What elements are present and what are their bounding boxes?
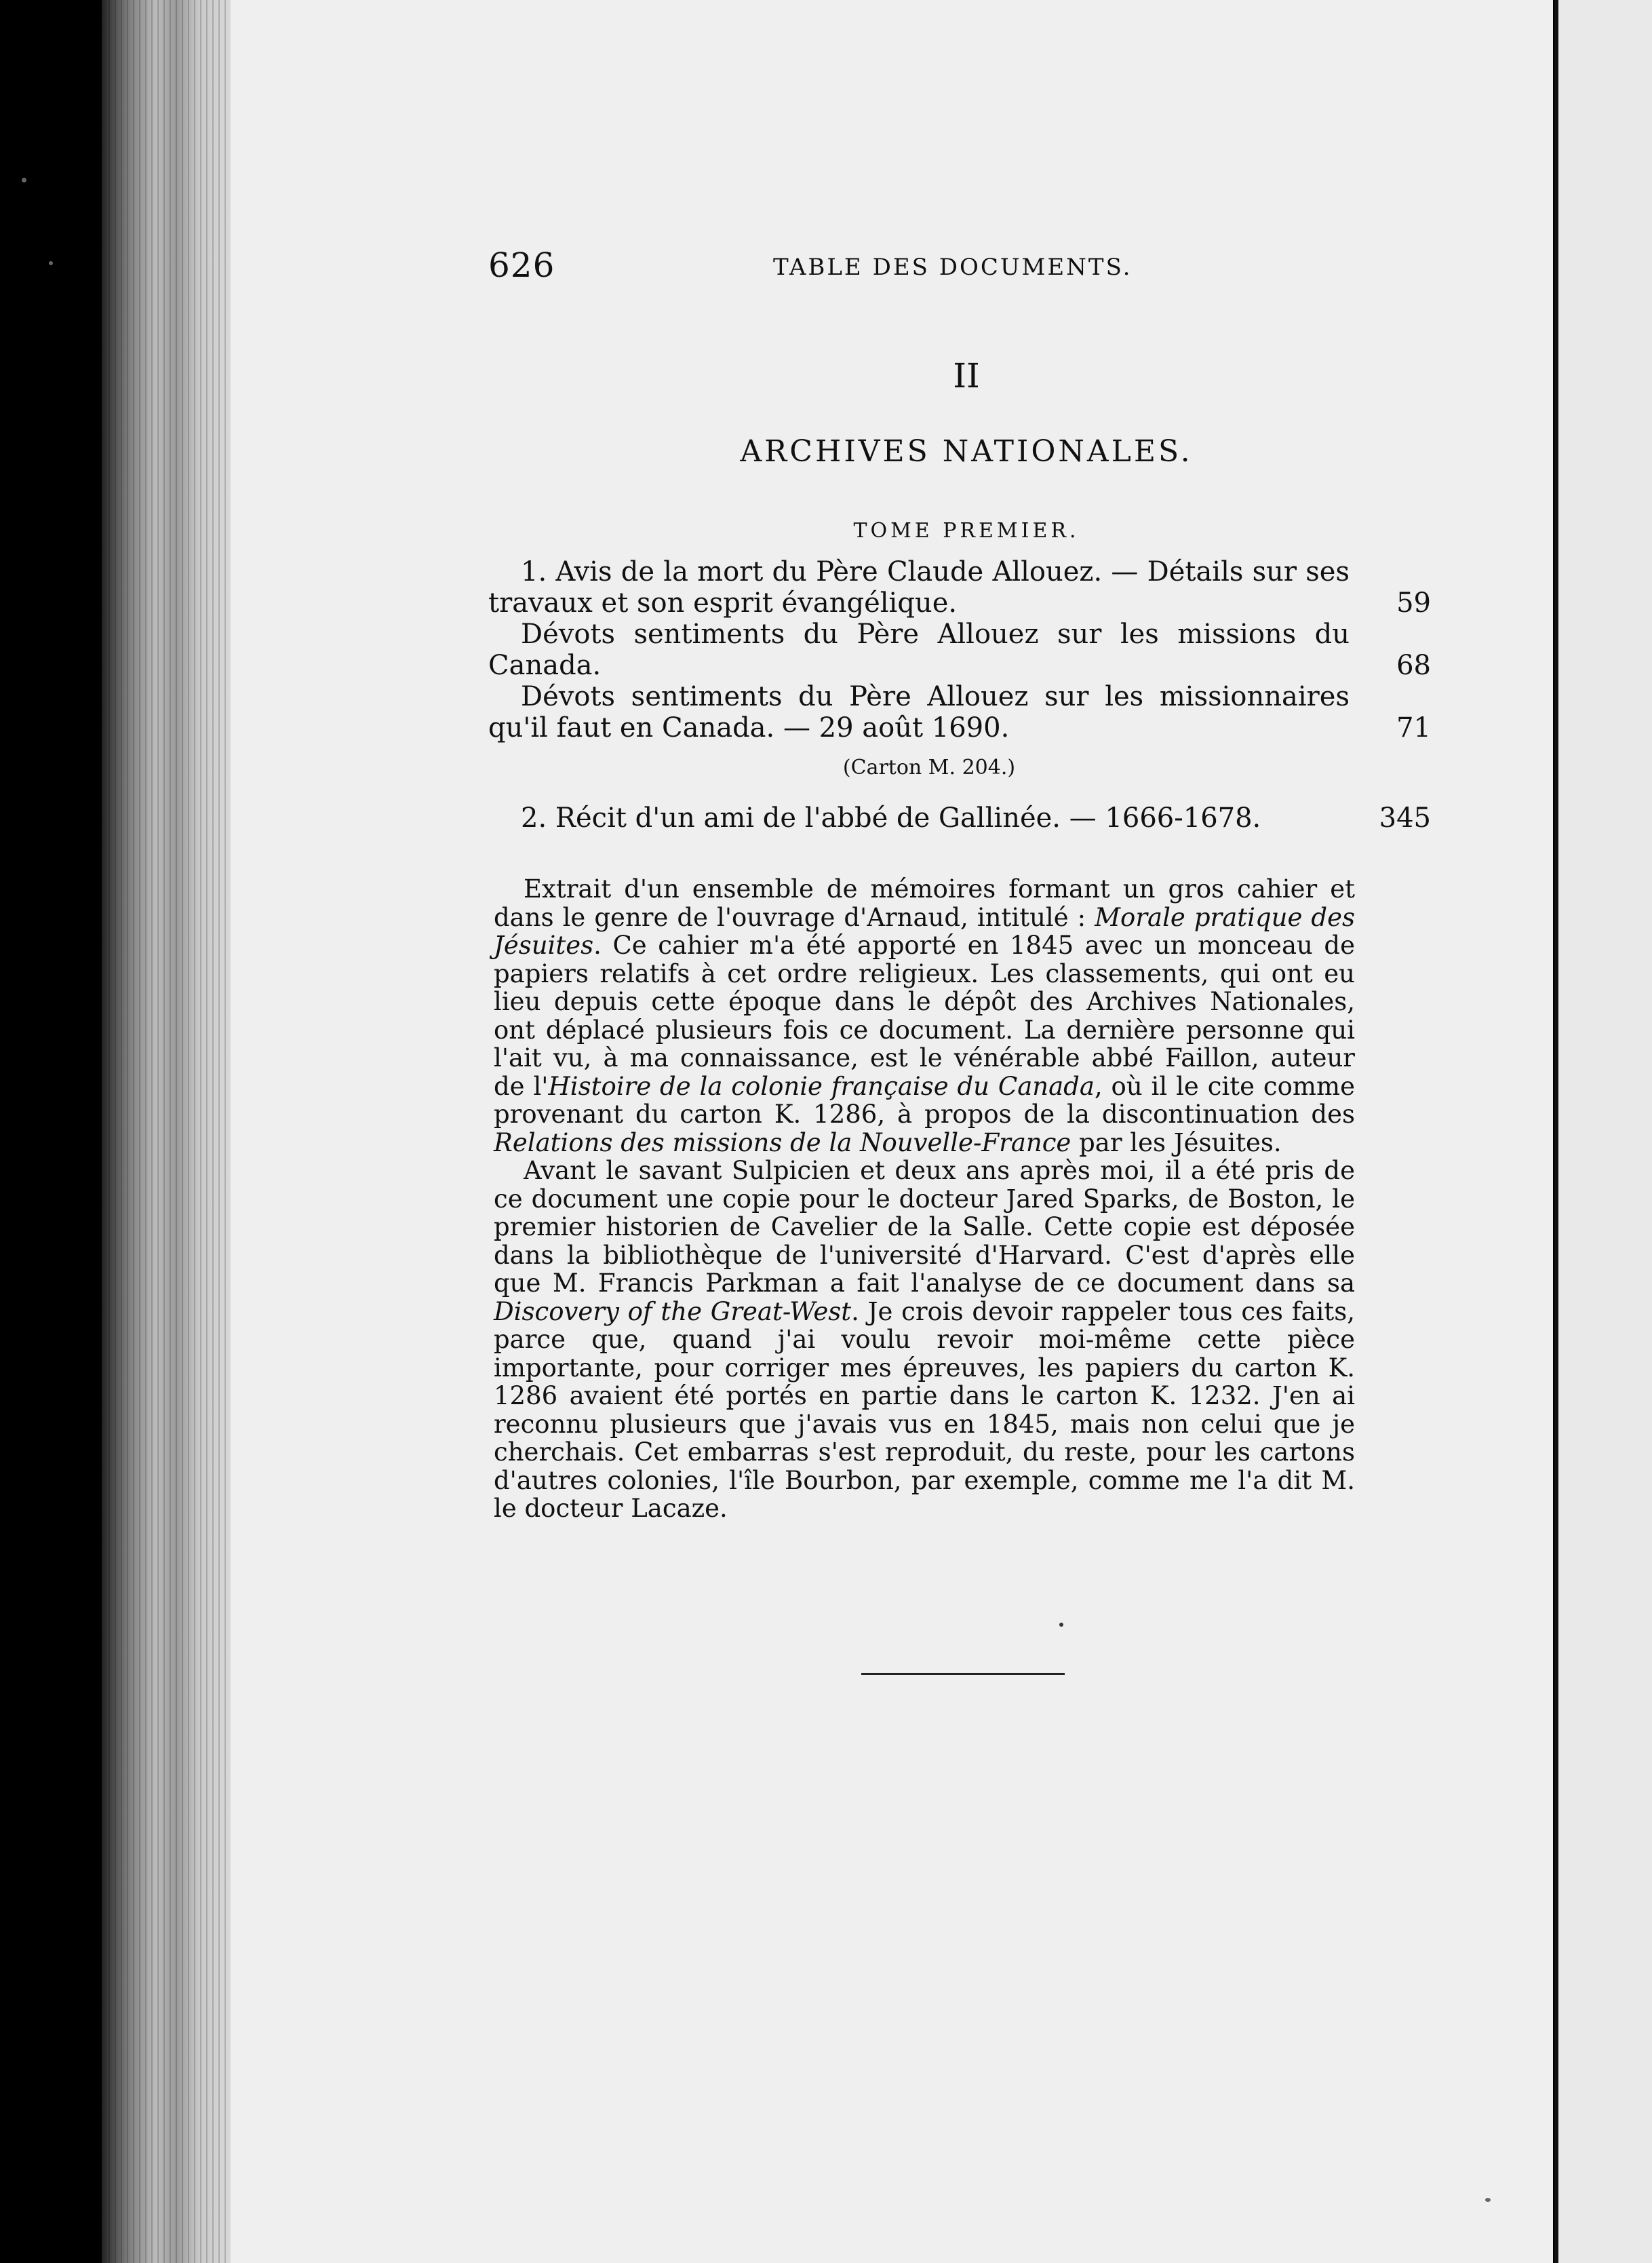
note-paragraph xyxy=(494,1157,1355,1523)
ink-dot xyxy=(1059,1623,1063,1627)
tome-heading: TOME PREMIER. xyxy=(853,519,1080,543)
note-text: , où il le cite comme provenant du carton K. 1286, à propos de la discontinuation des xyxy=(494,1071,1355,1129)
explanatory-note xyxy=(494,875,1355,1523)
scan-speck xyxy=(22,178,26,182)
entry-item xyxy=(488,681,1431,743)
scan-speck xyxy=(1485,2198,1491,2202)
next-page-strip xyxy=(1558,0,1652,2263)
entry-description: Dévots sentiments du Père Allouez sur les missionnaires qu'il faut en Canada. — 29 août 1690. xyxy=(488,681,1350,743)
note-text: Extrait d'un ensemble de mémoires formant un gros cahier et dans le genre de l'ouvrage d'Arnaud, intitulé : xyxy=(494,874,1355,932)
entry-page: 71 xyxy=(1396,712,1431,743)
document-entries xyxy=(488,556,1431,834)
italic-title: Morale pratique des Jésuites xyxy=(494,902,1355,960)
entry-number: 2. xyxy=(521,802,547,834)
entry-page: 68 xyxy=(1396,650,1431,681)
italic-title: Relations des missions de la Nouvelle-France xyxy=(494,1127,1071,1157)
running-title: TABLE DES DOCUMENTS. xyxy=(773,254,1133,281)
entry-description: Dévots sentiments du Père Allouez sur les missions du Canada. xyxy=(488,619,1350,681)
entry-item xyxy=(488,556,1431,619)
note-text: . Je crois devoir rappeler tous ces faits, parce que, quand j'ai voulu revoir moi-même cette pièce importante, pour corriger mes épreuves, les papiers du carton K. 1286 avaient été portés en partie dans le carton K. 1232. J'en ai reconnu plusieurs que j'avais vus en 1845, mais non celui que je cherchais. Cet embarras s'est reproduit, du reste, pour les cartons d'autres colonies, l'île Bourbon, par exemple, comme me l'a dit M. le docteur Lacaze. xyxy=(494,1296,1355,1523)
folio: 626 xyxy=(488,246,555,285)
entry-text xyxy=(488,802,1350,834)
entry-description: Récit d'un ami de l'abbé de Gallinée. — 1666-1678. xyxy=(555,802,1261,834)
entry-page: 345 xyxy=(1379,802,1431,834)
entry-item xyxy=(488,802,1431,834)
entry-item xyxy=(488,619,1431,681)
carton-reference: (Carton M. 204.) xyxy=(842,756,1016,779)
italic-title: Histoire de la colonie française du Canada xyxy=(548,1071,1095,1101)
entry-text xyxy=(488,556,1350,619)
section-title: ARCHIVES NATIONALES. xyxy=(740,434,1193,469)
section-number: II xyxy=(953,356,980,395)
running-head xyxy=(488,246,1431,293)
italic-title: Discovery of the Great-West xyxy=(494,1296,852,1326)
note-paragraph xyxy=(494,875,1355,1157)
entry-description: Avis de la mort du Père Claude Allouez. — Détails sur ses travaux et son esprit évangélique. xyxy=(488,556,1350,619)
scan-speck xyxy=(49,261,53,265)
entry-text xyxy=(488,619,1350,681)
note-text: Avant le savant Sulpicien et deux ans après moi, il a été pris de ce document une copie pour le docteur Jared Sparks, de Boston, le premier historien de Cavelier de la Salle. Cette copie est déposée dans la bibliothèque de l'université d'Harvard. C'est d'après elle que M. Francis Parkman a fait l'analyse de ce document dans sa xyxy=(494,1156,1355,1298)
note-text: . Ce cahier m'a été apporté en 1845 avec un monceau de papiers relatifs à cet ordre religieux. Les classements, qui ont eu lieu depuis cette époque dans le dépôt des Archives Nationales, ont déplacé plusieurs fois ce document. La dernière personne qui l'ait vu, à ma connaissance, est le vénérable abbé Faillon, auteur de l' xyxy=(494,931,1355,1101)
entry-number: 1. xyxy=(521,556,547,587)
entry-text xyxy=(488,681,1350,743)
entry-page: 59 xyxy=(1396,587,1431,619)
page-edges xyxy=(109,0,231,2263)
note-text: par les Jésuites. xyxy=(1071,1127,1282,1157)
closing-rule xyxy=(861,1673,1065,1675)
